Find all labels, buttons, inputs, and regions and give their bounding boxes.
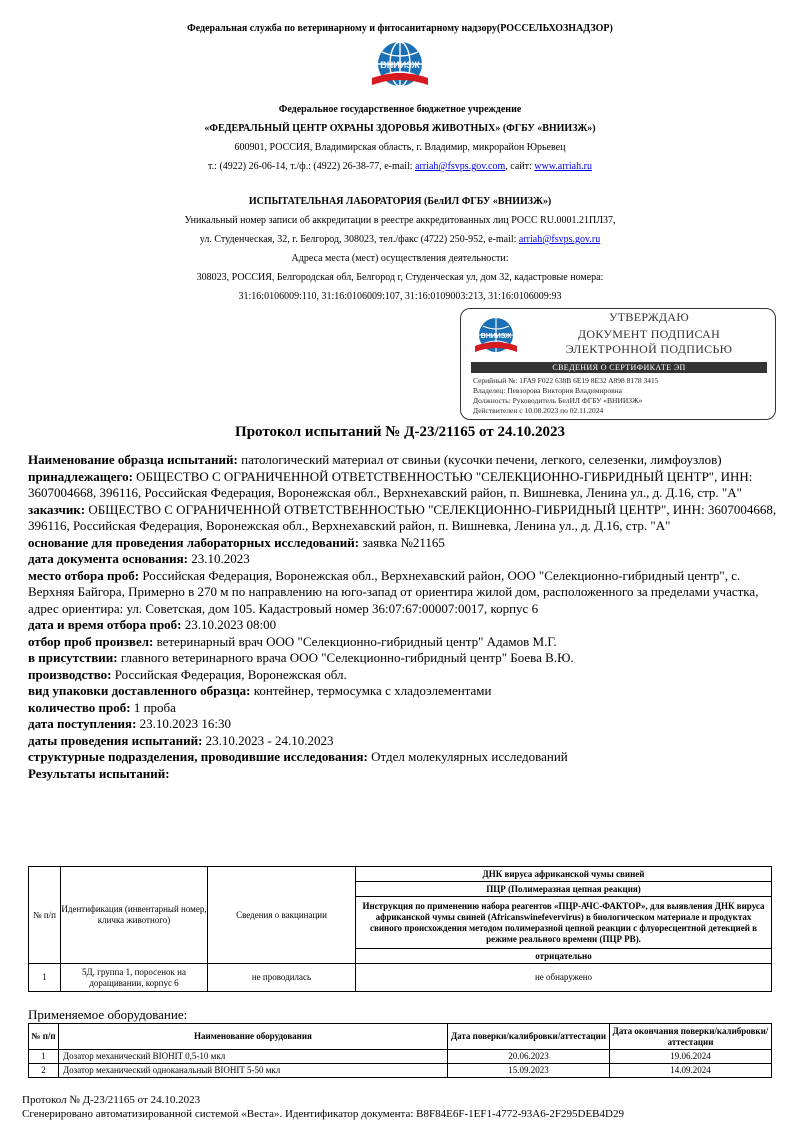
field-row — [28, 700, 780, 717]
equipment-col-end: Дата окончания поверки/калибровки/аттестации — [610, 1024, 772, 1050]
equipment-row-num: 2 — [29, 1064, 59, 1078]
lab-email-link[interactable]: arriah@fsvps.gov.ru — [518, 234, 601, 245]
field-label: структурные подразделения, проводившие исследования: — [28, 749, 368, 764]
results-col-vacc: Сведения о вакцинации — [208, 867, 356, 964]
lab-activity-title: Адреса места (мест) осуществления деятельности: — [291, 253, 509, 264]
equipment-col-date: Дата поверки/калибровки/аттестации — [448, 1024, 610, 1050]
field-row — [28, 535, 780, 552]
field-row — [28, 766, 780, 783]
field-value: 1 проба — [133, 699, 176, 715]
field-value: 23.10.2023 08:00 — [184, 617, 277, 632]
field-row — [28, 716, 780, 733]
stamp-serial: Серийный №: 1FA9 F022 638B 6E19 8E32 A898 8178 3415 — [473, 376, 659, 385]
field-label: дата поступления: — [28, 716, 137, 731]
results-test-instruction: Инструкция по применению набора реагентов «ПЦР-АЧС-ФАКТОР», для выявления ДНК вируса африканской чумы свиней (Africanswinefevervirus) в биологическом материале и продуктах свиного происхождения методом полимеразной цепной реакции с флуоресцентной детекцией в режиме реального времени (ПЦР РВ). — [356, 897, 772, 949]
field-row — [28, 469, 780, 502]
stamp-logo-icon — [471, 315, 521, 359]
field-value: Российская Федерация, Воронежская обл. — [114, 666, 347, 682]
field-value: 23.10.2023 — [191, 551, 250, 566]
results-test-target: ДНК вируса африканской чумы свиней — [356, 867, 772, 882]
institution-site-prefix: , сайт: — [505, 161, 535, 172]
footer-generated: Сгенерировано автоматизированной системой «Веста». Идентификатор документа: B8F84E6F-1EF1-4772-93A6-2F295DEB4D29 — [22, 1108, 624, 1120]
field-label: количество проб: — [28, 699, 131, 715]
footer-protocol: Протокол № Д-23/21165 от 24.10.2023 — [22, 1094, 201, 1106]
table-row — [29, 964, 772, 992]
equipment-row-name: Дозатор механический одноканальный BIOHIT 5-50 мкл — [59, 1064, 448, 1078]
institution-type: Федеральное государственное бюджетное учреждение — [278, 104, 522, 115]
results-norm: отрицательно — [356, 949, 772, 964]
field-label: производство: — [28, 666, 112, 682]
institution-site-link[interactable]: www.arriah.ru — [534, 161, 592, 172]
institution-phone: т.: (4922) 26-06-14, т./ф.: (4922) 26-38-77, e-mail: — [208, 161, 416, 172]
results-table — [28, 866, 772, 992]
equipment-row-end: 19.06.2024 — [610, 1050, 772, 1064]
institution-email-link[interactable]: arriah@fsvps.gov.com — [415, 161, 506, 172]
stamp-position: Должность: Руководитель БелИЛ ФГБУ «ВНИИЗЖ» — [473, 396, 643, 405]
field-value: заявка №21165 — [362, 534, 445, 550]
protocol-title: Протокол испытаний № Д-23/21165 от 24.10.2023 — [235, 424, 565, 440]
field-row — [28, 452, 780, 469]
results-row-result: не обнаружено — [356, 964, 772, 992]
results-col-num: № п/п — [29, 867, 61, 964]
field-value: ОБЩЕСТВО С ОГРАНИЧЕННОЙ ОТВЕТСТВЕННОСТЬЮ "СЕЛЕКЦИОННО-ГИБРИДНЫЙ ЦЕНТР", ИНН: 3607004668, 396116, Российская Федерация, Воронежская обл., Верхнехавский район, п. Вишневка, Ленина ул., д. Д.16, стр. "А" — [28, 501, 777, 533]
equipment-row-name: Дозатор механический BIOHIT 0,5-10 мкл — [59, 1050, 448, 1064]
lab-block — [0, 192, 800, 306]
equipment-row-date: 20.06.2023 — [448, 1050, 610, 1064]
equipment-table — [28, 1023, 772, 1078]
stamp-signature: ЭЛЕКТРОННОЙ ПОДПИСЬЮ — [565, 342, 733, 356]
table-row — [29, 867, 772, 882]
stamp-approve: УТВЕРЖДАЮ — [608, 310, 690, 324]
document-footer — [22, 1093, 624, 1121]
field-value: контейнер, термосумка с хладоэлементами — [253, 683, 492, 698]
field-label: основание для проведения лабораторных исследований: — [28, 534, 360, 550]
equipment-col-name: Наименование оборудования — [59, 1024, 448, 1050]
stamp-validity: Действителен с 10.08.2023 по 02.11.2024 — [473, 406, 604, 415]
field-label: даты проведения испытаний: — [28, 732, 203, 748]
equipment-row-end: 14.09.2024 — [610, 1064, 772, 1078]
stamp-owner: Владелец: Певзорова Виктория Владимировна — [473, 386, 622, 395]
institution-block — [0, 100, 800, 176]
stamp-signed: ДОКУМЕНТ ПОДПИСАН — [577, 327, 721, 341]
logo-text: ВНИИЗЖ — [380, 60, 420, 70]
lab-address — [0, 230, 800, 249]
lab-cadastral: 31:16:0106009:110, 31:16:0106009:107, 31:16:0109003:213, 31:16:0106009:93 — [238, 291, 562, 302]
institution-contacts — [0, 157, 800, 176]
field-row — [28, 617, 780, 634]
stamp-logo-text: ВНИИЗЖ — [480, 333, 512, 340]
lab-address-text: ул. Студенческая, 32, г. Белгород, 308023, тел./факс (4722) 250-952, e-mail: — [199, 234, 519, 245]
results-row-id: 5Д, группа 1, поросенок на доращивании, корпус 6 — [61, 964, 208, 992]
field-label: дата и время отбора проб: — [28, 617, 182, 632]
field-label: заказчик: — [28, 501, 86, 517]
table-row — [29, 1024, 772, 1050]
table-row — [29, 1050, 772, 1064]
field-value: ОБЩЕСТВО С ОГРАНИЧЕННОЙ ОТВЕТСТВЕННОСТЬЮ "СЕЛЕКЦИОННО-ГИБРИДНЫЙ ЦЕНТР", ИНН: 3607004668, 396116, Российская Федерация, Воронежская обл., Верхнехавский район, п. Вишневка, Ленина ул., д. Д.16, стр. "А" — [28, 468, 753, 500]
field-row — [28, 551, 780, 568]
field-row — [28, 502, 780, 535]
lab-activity-address: 308023, РОССИЯ, Белгородская обл, Белгород г, Студенческая ул, дом 32, кадастровые номера: — [196, 272, 604, 283]
field-row — [28, 634, 780, 651]
lab-accreditation: Уникальный номер записи об аккредитации в реестре аккредитованных лиц РОСС RU.0001.21ПЛ37, — [184, 215, 616, 226]
stamp-certificate-band: СВЕДЕНИЯ О СЕРТИФИКАТЕ ЭП — [471, 362, 767, 373]
field-label: в присутствии: — [28, 650, 118, 665]
field-row — [28, 733, 780, 750]
field-row — [28, 667, 780, 684]
field-value: главного ветеринарного врача ООО "Селекционно-гибридный центр" Боева В.Ю. — [120, 650, 574, 665]
equipment-row-num: 1 — [29, 1050, 59, 1064]
field-row — [28, 568, 780, 618]
results-heading: Результаты испытаний: — [28, 765, 170, 781]
agency-name: Федеральная служба по ветеринарному и фитосанитарному надзору(РОССЕЛЬХОЗНАДЗОР) — [187, 23, 613, 34]
field-label: отбор проб произвел: — [28, 633, 154, 649]
signature-stamp — [460, 308, 776, 420]
results-row-vacc: не проводилась — [208, 964, 356, 992]
field-value: 23.10.2023 - 24.10.2023 — [205, 732, 334, 748]
field-row — [28, 683, 780, 700]
equipment-caption: Применяемое оборудование: — [28, 1007, 188, 1022]
results-test-method: ПЦР (Полимеразная цепная реакция) — [356, 882, 772, 897]
equipment-col-num: № п/п — [29, 1024, 59, 1050]
field-label: принадлежащего: — [28, 468, 133, 484]
institution-name: «ФЕДЕРАЛЬНЫЙ ЦЕНТР ОХРАНЫ ЗДОРОВЬЯ ЖИВОТНЫХ» (ФГБУ «ВНИИЗЖ») — [204, 123, 596, 134]
vniizh-logo-icon — [364, 38, 436, 94]
field-label: дата документа основания: — [28, 551, 188, 566]
field-value: ветеринарный врач ООО "Селекционно-гибридный центр" Адамов М.Г. — [156, 633, 557, 649]
table-row — [29, 1064, 772, 1078]
field-value: патологический материал от свиньи (кусочки печени, легкого, селезенки, лимфоузлов) — [241, 452, 722, 467]
protocol-fields — [28, 452, 780, 782]
field-value: Российская Федерация, Воронежская обл., Верхнехавский район, ООО "Селекционно-гибридный центр", с. Верхняя Байгора, Примерно в 270 м по направлению на юго-запад от ориентира жилой дом, расположенного за пределами участка, адрес ориентира: ул. Советская, дом 105. Кадастровый номер 36:07:67:00007:0017, корпус 6 — [28, 567, 759, 616]
equipment-row-date: 15.09.2023 — [448, 1064, 610, 1078]
field-row — [28, 749, 780, 766]
field-label: Наименование образца испытаний: — [28, 452, 238, 467]
institution-address: 600901, РОССИЯ, Владимирская область, г. Владимир, микрорайон Юрьевец — [234, 142, 566, 153]
field-value: Отдел молекулярных исследований — [371, 749, 568, 764]
field-row — [28, 650, 780, 667]
results-col-id: Идентификация (инвентарный номер, кличка животного) — [61, 867, 208, 964]
field-label: вид упаковки доставленного образца: — [28, 683, 251, 698]
results-row-num: 1 — [29, 964, 61, 992]
lab-name: ИСПЫТАТЕЛЬНАЯ ЛАБОРАТОРИЯ (БелИЛ ФГБУ «ВНИИЗЖ») — [248, 196, 552, 207]
field-label: место отбора проб: — [28, 567, 140, 583]
field-value: 23.10.2023 16:30 — [139, 716, 232, 731]
